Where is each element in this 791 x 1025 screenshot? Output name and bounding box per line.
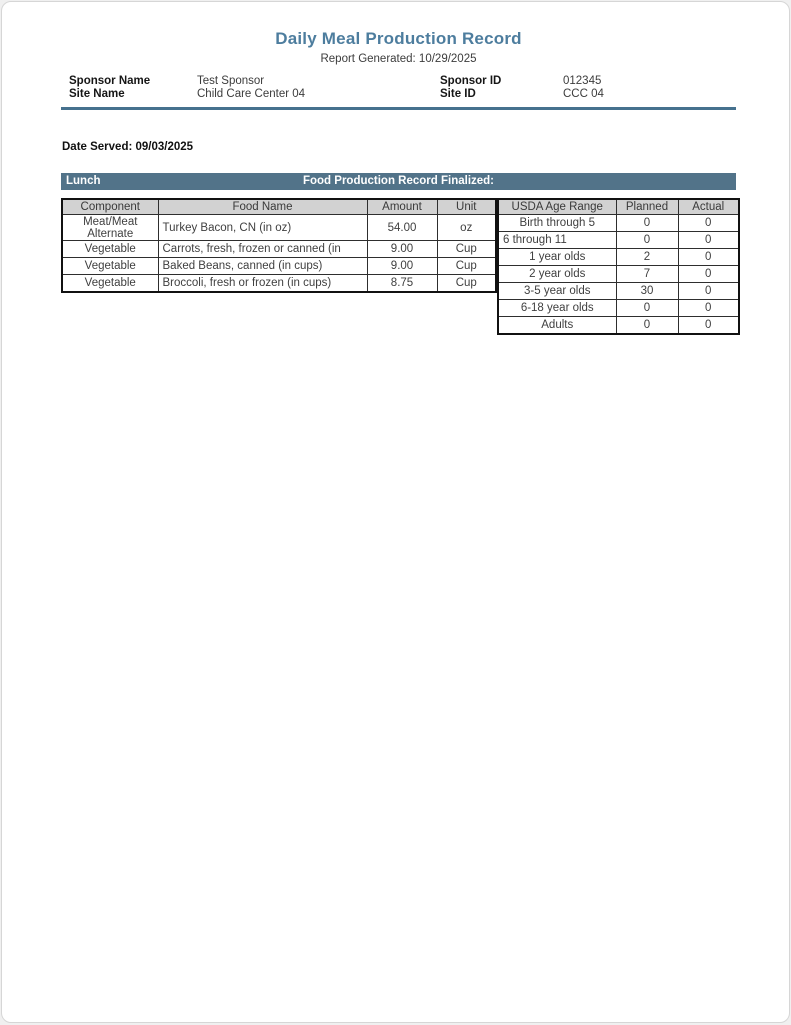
report-content [2,2,736,335]
site-id-label: Site ID [440,87,476,100]
component-column-header: Component [62,199,158,215]
age-table-row [498,317,739,334]
component-cell: Meat/Meat Alternate [62,215,158,241]
planned-cell: 7 [616,266,678,283]
meal-section-header [61,173,736,190]
meal-name: Lunch [66,174,101,187]
planned-cell: 2 [616,249,678,266]
unit-column-header: Unit [437,199,496,215]
food-name-cell: Carrots, fresh, frozen or canned (in [158,241,367,258]
actual-column-header: Actual [678,199,739,215]
component-cell: Vegetable [62,258,158,275]
food-name-cell: Broccoli, fresh or frozen (in cups) [158,275,367,292]
amount-column-header: Amount [367,199,437,215]
age-range-cell: 6 through 11 [498,232,616,249]
sponsor-id-label: Sponsor ID [440,74,502,87]
sponsor-site-info [69,75,736,101]
sponsor-id-value: 012345 [563,74,602,87]
age-table-row [498,215,739,232]
age-table-row [498,283,739,300]
actual-cell: 0 [678,300,739,317]
report-generated-timestamp: Report Generated: 10/29/2025 [320,52,477,65]
actual-cell: 0 [678,266,739,283]
food-table-row [62,258,496,275]
amount-cell: 9.00 [367,258,437,275]
component-cell: Vegetable [62,241,158,258]
age-range-cell: 2 year olds [498,266,616,283]
production-tables [61,198,736,335]
sponsor-name-label: Sponsor Name [69,74,151,87]
age-range-cell: 3-5 year olds [498,283,616,300]
actual-cell: 0 [678,249,739,266]
actual-cell: 0 [678,317,739,334]
unit-cell: oz [437,215,496,241]
food-name-cell: Baked Beans, canned (in cups) [158,258,367,275]
food-table-row [62,241,496,258]
finalized-label: Food Production Record Finalized: [302,174,495,187]
age-table-row [498,232,739,249]
food-production-table [61,198,497,293]
food-table-row [62,215,496,241]
age-range-cell: Birth through 5 [498,215,616,232]
usda-age-range-table [497,198,740,335]
food-table-header-row [62,199,496,215]
component-cell: Vegetable [62,275,158,292]
report-page [1,1,790,1023]
planned-column-header: Planned [616,199,678,215]
food-name-cell: Turkey Bacon, CN (in oz) [158,215,367,241]
header-divider [61,107,736,110]
age-table-header-row [498,199,739,215]
unit-cell: Cup [437,258,496,275]
actual-cell: 0 [678,232,739,249]
age-range-cell: 1 year olds [498,249,616,266]
planned-cell: 0 [616,300,678,317]
age-range-cell: 6-18 year olds [498,300,616,317]
date-served: Date Served: 09/03/2025 [62,140,194,153]
planned-cell: 0 [616,215,678,232]
unit-cell: Cup [437,275,496,292]
age-table-row [498,266,739,283]
planned-cell: 0 [616,232,678,249]
age-table-row [498,300,739,317]
unit-cell: Cup [437,241,496,258]
planned-cell: 0 [616,317,678,334]
age-table-row [498,249,739,266]
planned-cell: 30 [616,283,678,300]
amount-cell: 9.00 [367,241,437,258]
amount-cell: 8.75 [367,275,437,292]
sponsor-name-value: Test Sponsor [197,74,265,87]
site-name-label: Site Name [69,87,125,100]
actual-cell: 0 [678,215,739,232]
age-range-cell: Adults [498,317,616,334]
page-title: Daily Meal Production Record [275,29,522,48]
actual-cell: 0 [678,283,739,300]
age-range-column-header: USDA Age Range [498,199,616,215]
amount-cell: 54.00 [367,215,437,241]
food-table-row [62,275,496,292]
site-id-value: CCC 04 [563,87,604,100]
food-name-column-header: Food Name [158,199,367,215]
site-name-value: Child Care Center 04 [197,87,306,100]
